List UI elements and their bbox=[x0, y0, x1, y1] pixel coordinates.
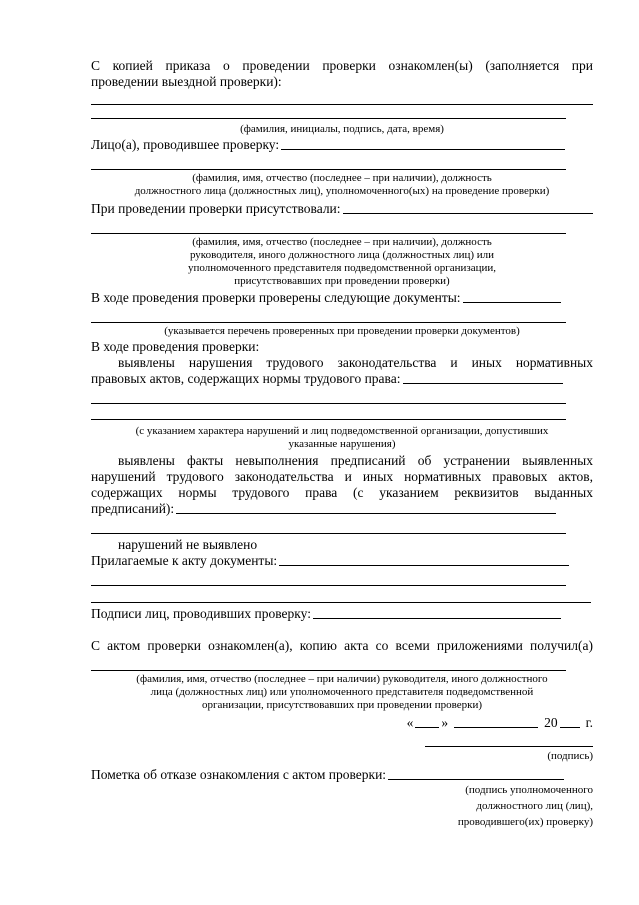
acknowledgement-signature-line[interactable] bbox=[425, 746, 593, 747]
refusal-caption-line3: проводившего(их) проверку) bbox=[457, 816, 593, 828]
noncompliance-line2: нарушений трудового законодательства и иных нормативных правовых актов, bbox=[91, 469, 593, 484]
familiarization-caption: (фамилия, инициалы, подпись, дата, время) bbox=[240, 123, 444, 135]
acknowledgement-signature-caption: (подпись) bbox=[547, 750, 593, 762]
violations-caption-line1: (с указанием характера нарушений и лиц подведомственной организации, допустивших bbox=[135, 425, 549, 437]
date-suffix: г. bbox=[585, 715, 593, 730]
date-close-quote: » bbox=[441, 715, 449, 730]
signatures-label: Подписи лиц, проводивших проверку: bbox=[91, 606, 311, 621]
noncompliance-fill-line[interactable] bbox=[176, 513, 556, 514]
refusal-row bbox=[91, 767, 593, 783]
violations-fill-line-2[interactable] bbox=[91, 403, 566, 404]
inspector-caption-line1: (фамилия, имя, отчество (последнее – при наличии), должность bbox=[192, 172, 492, 184]
noncompliance-line4: предписаний): bbox=[91, 501, 175, 516]
documents-checked-row bbox=[91, 290, 593, 306]
noncompliance-row bbox=[91, 501, 593, 517]
inspector-label: Лицо(а), проводившее проверку: bbox=[91, 137, 280, 152]
present-fill-line-2[interactable] bbox=[91, 233, 566, 234]
violations-fill-line-3[interactable] bbox=[91, 419, 566, 420]
date-year-field[interactable] bbox=[560, 727, 580, 728]
signatures-row bbox=[91, 606, 593, 622]
documents-checked-fill-line[interactable] bbox=[463, 302, 561, 303]
present-caption-line2: руководителя, иного должностного лица (должностных лиц) или bbox=[189, 249, 495, 261]
noncompliance-line3: содержащих нормы трудового права (с указанием реквизитов выданных bbox=[91, 485, 593, 500]
documents-checked-label: В ходе проведения проверки проверены следующие документы: bbox=[91, 290, 461, 305]
attachments-fill-line[interactable] bbox=[279, 565, 569, 566]
noncompliance-line1: выявлены факты невыполнения предписаний об устранении выявленных bbox=[118, 453, 593, 468]
violations-row bbox=[91, 371, 593, 387]
present-caption-line4: присутствовавших при проведении проверки) bbox=[234, 275, 450, 287]
refusal-fill-line[interactable] bbox=[388, 779, 564, 780]
date-open-quote: « bbox=[406, 715, 414, 730]
date-month-field[interactable] bbox=[454, 727, 538, 728]
inspection-act-page bbox=[91, 58, 593, 829]
familiarization-fill-line-1[interactable] bbox=[91, 90, 593, 105]
acknowledgement-caption-line1: (фамилия, имя, отчество (последнее – при наличии) руководителя, иного должностного bbox=[136, 673, 548, 685]
during-label: В ходе проведения проверки: bbox=[91, 339, 260, 354]
violations-fill-line[interactable] bbox=[403, 383, 563, 384]
refusal-caption-line2: должностного лиц (лиц), bbox=[476, 800, 593, 812]
inspector-caption-line2: должностного лица (должностных лиц), уполномоченного(ых) на проведение проверки) bbox=[134, 185, 550, 197]
date-year-prefix: 20 bbox=[544, 715, 558, 730]
inspector-fill-line-2[interactable] bbox=[91, 169, 566, 170]
attachments-fill-line-3[interactable] bbox=[91, 602, 591, 603]
familiarization-fill-line-2[interactable] bbox=[91, 118, 566, 119]
date-day-field[interactable] bbox=[415, 727, 439, 728]
violations-caption-line2: указанные нарушения) bbox=[288, 438, 396, 450]
present-caption-line1: (фамилия, имя, отчество (последнее – при наличии), должность bbox=[192, 236, 492, 248]
acknowledgement-text: С актом проверки ознакомлен(а), копию акта со всеми приложениями получил(а) bbox=[91, 638, 593, 653]
acknowledgement-fill-line[interactable] bbox=[91, 670, 566, 671]
attachments-fill-line-2[interactable] bbox=[91, 585, 566, 586]
signatures-fill-line[interactable] bbox=[313, 618, 561, 619]
attachments-row bbox=[91, 553, 593, 569]
no-violations-text: нарушений не выявлено bbox=[118, 537, 258, 552]
present-caption-line3: уполномоченного представителя подведомственной организации, bbox=[187, 262, 497, 274]
familiarization-text-line2: проведении выездной проверки): bbox=[91, 74, 282, 89]
violations-line1: выявлены нарушения трудового законодательства и иных нормативных bbox=[118, 355, 593, 370]
violations-line2: правовых актов, содержащих нормы трудового права: bbox=[91, 371, 401, 386]
inspector-fill-line[interactable] bbox=[281, 149, 565, 150]
attachments-label: Прилагаемые к акту документы: bbox=[91, 553, 278, 568]
acknowledgement-caption-line3: организации, присутствовавших при проведении проверки) bbox=[201, 699, 482, 711]
present-row bbox=[91, 201, 593, 217]
inspector-row bbox=[91, 137, 593, 153]
documents-checked-caption: (указывается перечень проверенных при проведении проверки документов) bbox=[164, 325, 520, 337]
present-fill-line[interactable] bbox=[343, 213, 593, 214]
refusal-caption-line1: (подпись уполномоченного bbox=[465, 784, 593, 796]
documents-checked-fill-line-2[interactable] bbox=[91, 322, 566, 323]
familiarization-text-line1: С копией приказа о проведении проверки ознакомлен(ы) (заполняется при bbox=[91, 58, 593, 73]
refusal-label: Пометка об отказе ознакомления с актом проверки: bbox=[91, 767, 387, 782]
acknowledgement-date bbox=[91, 715, 593, 731]
acknowledgement-caption-line2: лица (должностных лиц) или уполномоченного представителя подведомственной bbox=[150, 686, 534, 698]
present-label: При проведении проверки присутствовали: bbox=[91, 201, 341, 216]
noncompliance-fill-line-2[interactable] bbox=[91, 533, 566, 534]
